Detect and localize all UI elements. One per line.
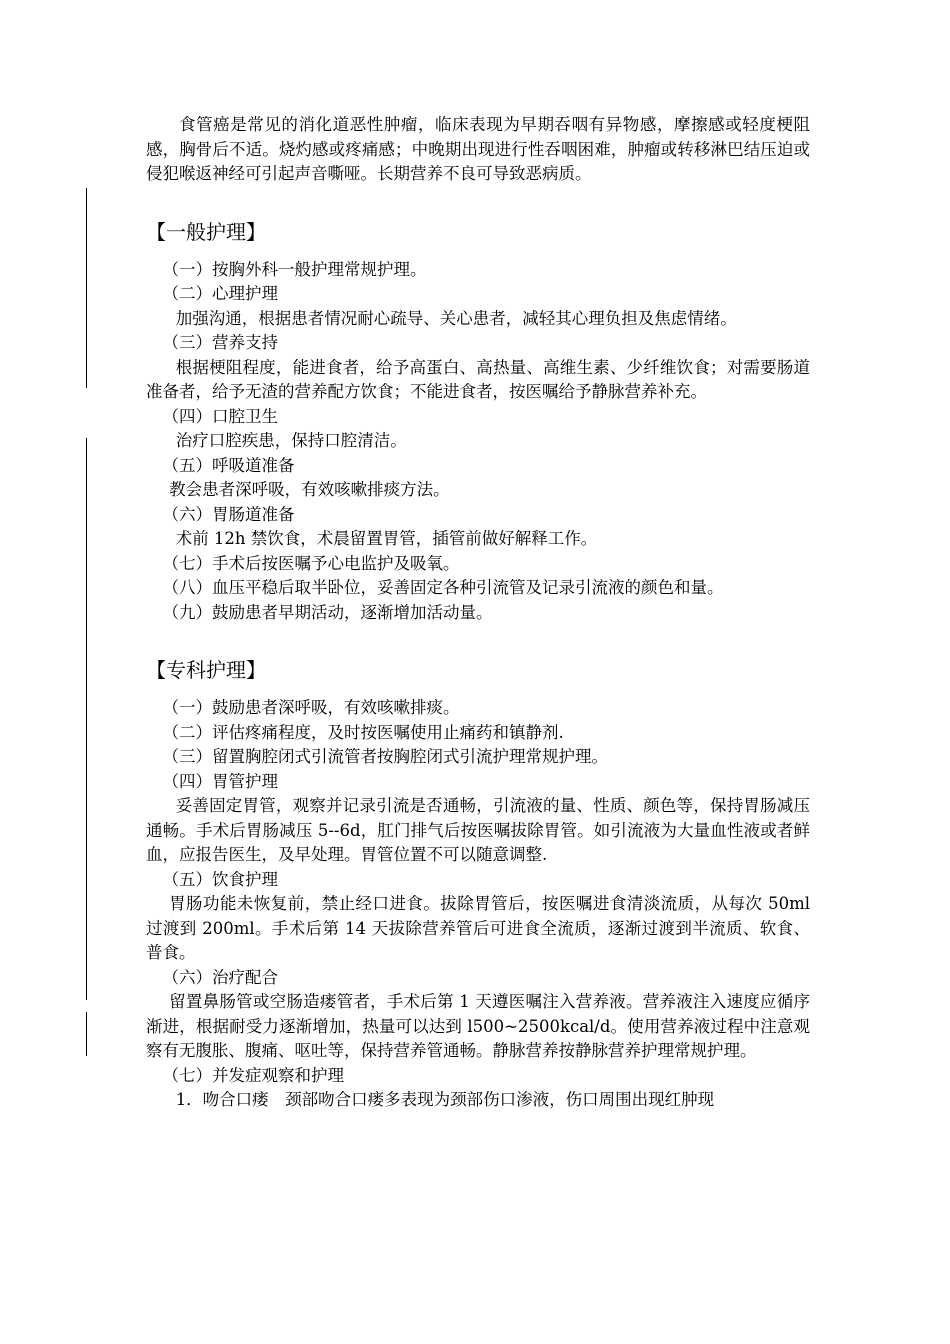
section-heading-special: 【专科护理】 [146,658,266,682]
general-item-6-text: 术前 12h 禁饮食，术晨留置胃管，插管前做好解释工作。 [175,529,598,548]
special-item-7-heading: （七）并发症观察和护理 [162,1065,344,1085]
general-item-4-heading: （四）口腔卫生 [162,406,278,426]
special-item-6-text: 留置鼻肠管或空肠造瘘管者，手术后第 1 天遵医嘱注入营养液。营养液注入速度应循序渐进，根据耐受力逐渐增加，热量可以达到 l500~2500kcal/d。使用营养液过程中注意观察有无腹胀、腹痛、呕吐等，保持营养管通畅。静脉营养按静脉营养护理常规护理。 [146,992,810,1060]
revision-bar [86,438,87,1000]
general-item-8: （八）血压平稳后取半卧位，妥善固定各种引流管及记录引流液的颜色和量。 [162,578,724,597]
general-item-5-heading: （五）呼吸道准备 [162,455,295,475]
general-item-2-heading: （二）心理护理 [162,284,278,303]
general-item-3-text: 根据梗阻程度，能进食者，给予高蛋白、高热量、高维生素、少纤维饮食；对需要肠道准备者，给予无渣的营养配方饮食；不能进食者，按医嘱给予静脉营养补充。 [146,357,810,401]
revision-bar [86,188,87,388]
intro-paragraph: 食管癌是常见的消化道恶性肿瘤，临床表现为早期吞咽有异物感，摩擦感或轻度梗阻感，胸骨后不适。烧灼感或疼痛感；中晚期出现进行性吞咽困难，肿瘤或转移淋巴结压迫或侵犯喉返神经可引起声音嘶哑。长期营养不良可导致恶病质。 [146,115,810,183]
special-item-4-heading: （四）胃管护理 [162,771,278,791]
general-item-9: （九）鼓励患者早期活动，逐渐增加活动量。 [162,602,493,622]
general-item-1: （一）按胸外科一般护理常规护理。 [162,259,427,279]
section-heading-general: 【一般护理】 [146,219,266,244]
general-item-6-heading: （六）胃肠道准备 [162,504,295,524]
special-item-2: （二）评估疼痛程度，及时按医嘱使用止痛药和镇静剂. [162,722,564,742]
general-item-5-text: 教会患者深呼吸，有效咳嗽排痰方法。 [169,480,450,499]
general-item-4-text: 治疗口腔疾患，保持口腔清洁。 [175,431,407,450]
general-item-2-text: 加强沟通，根据患者情况耐心疏导、关心患者，减轻其心理负担及焦虑情绪。 [175,308,737,328]
general-item-7: （七）手术后按医嘱予心电监护及吸氧。 [162,553,460,573]
special-item-1: （一）鼓励患者深呼吸，有效咳嗽排痰。 [162,698,460,717]
special-item-4-text: 妥善固定胃管，观察并记录引流是否通畅，引流液的量、性质、颜色等，保持胃肠减压通畅。手术后胃肠减压 5--6d，肛门排气后按医嘱拔除胃管。如引流液为大量血性液或者鲜血，应报告医生，及早处理。胃管位置不可以随意调整. [146,796,810,864]
special-item-6-heading: （六）治疗配合 [162,967,278,987]
special-item-5-heading: （五）饮食护理 [162,869,278,889]
special-item-3: （三）留置胸腔闭式引流管者按胸腔闭式引流护理常规护理。 [162,747,608,766]
special-item-5-text: 胃肠功能未恢复前，禁止经口进食。拔除胃管后，按医嘱进食清淡流质，从每次 50ml 过渡到 200ml。手术后第 14 天拔除营养管后可进食全流质，逐渐过渡到半流质、软食、普食。 [146,894,810,962]
revision-bar [86,1012,87,1056]
document-body [146,113,810,1113]
special-item-7-text: 1．吻合口瘘 颈部吻合口瘘多表现为颈部伤口渗液，伤口周围出现红肿现 [175,1090,715,1109]
general-item-3-heading: （三）营养支持 [162,333,278,352]
